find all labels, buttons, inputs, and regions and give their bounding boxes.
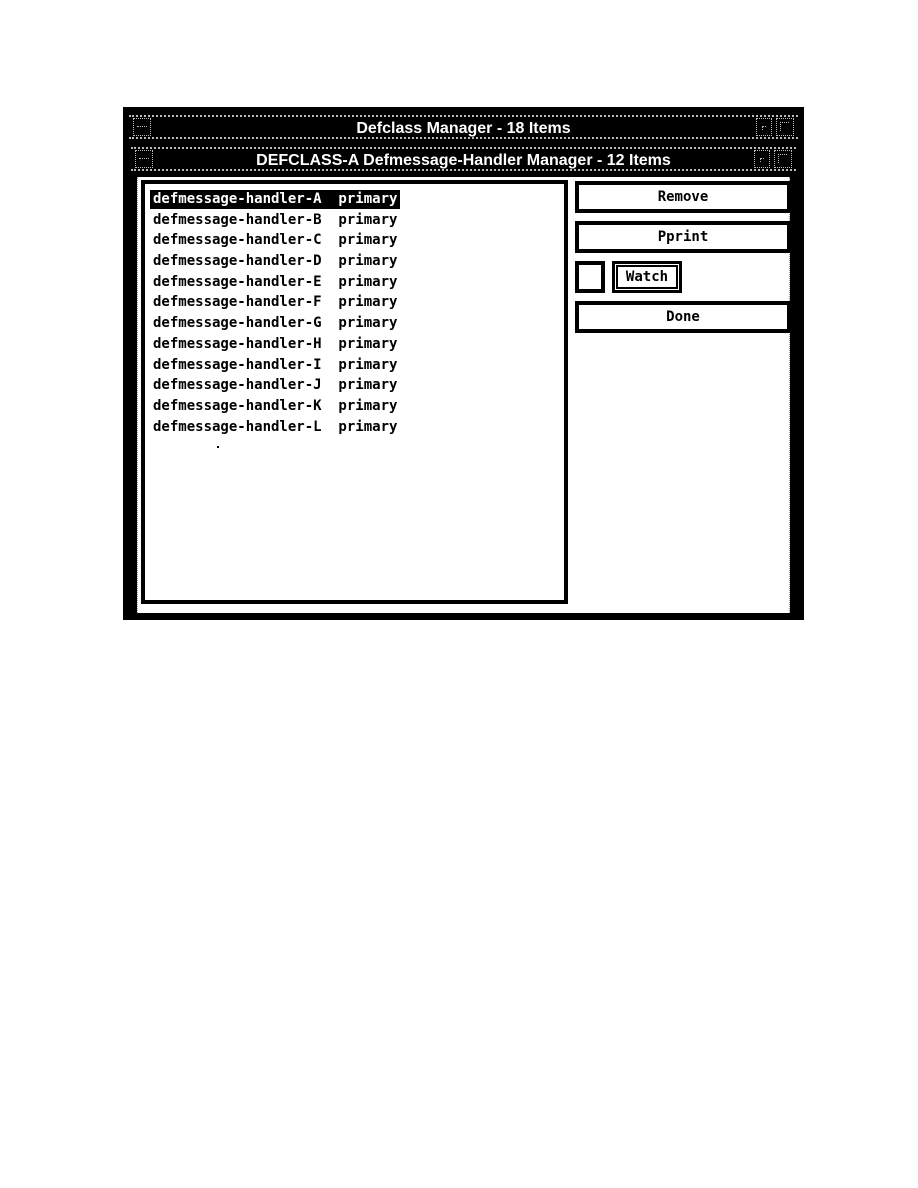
list-item-label: defmessage-handler-K primary — [153, 397, 398, 414]
outer-window-title: Defclass Manager - 18 Items — [356, 120, 571, 137]
list-item-label: defmessage-handler-D primary — [153, 253, 398, 270]
list-item-label: defmessage-handler-I primary — [153, 356, 398, 373]
list-item[interactable] — [150, 313, 564, 334]
window-client-area — [137, 177, 790, 613]
list-item-label: defmessage-handler-J primary — [153, 377, 398, 394]
list-item[interactable] — [150, 189, 564, 210]
inner-titlebar[interactable] — [131, 147, 796, 171]
handler-listbox[interactable] — [141, 180, 568, 604]
list-item[interactable] — [150, 292, 564, 313]
inner-window-title: DEFCLASS-A Defmessage-Handler Manager - 12 Items — [256, 152, 671, 169]
list-item-label: defmessage-handler-A primary — [150, 190, 400, 209]
pprint-button[interactable]: Pprint — [575, 221, 791, 253]
outer-titlebar[interactable] — [129, 115, 798, 139]
maximize-icon[interactable] — [774, 150, 792, 168]
list-item[interactable] — [150, 251, 564, 272]
remove-button[interactable]: Remove — [575, 181, 791, 213]
watch-checkbox[interactable] — [575, 261, 605, 293]
watch-button-label: Watch — [616, 265, 678, 289]
watch-button[interactable] — [612, 261, 682, 293]
list-item-label: defmessage-handler-F primary — [153, 294, 398, 311]
list-item[interactable] — [150, 210, 564, 231]
list-item[interactable] — [150, 355, 564, 376]
list-item[interactable] — [150, 417, 564, 438]
list-item-label: defmessage-handler-C primary — [153, 232, 398, 249]
list-item[interactable] — [150, 334, 564, 355]
window-menu-icon[interactable] — [133, 118, 151, 136]
message-handler-manager-window — [129, 145, 798, 615]
list-item-label: defmessage-handler-E primary — [153, 273, 398, 290]
done-button[interactable]: Done — [575, 301, 791, 333]
handler-list — [145, 184, 564, 437]
list-item-label: defmessage-handler-L primary — [153, 418, 398, 435]
list-item-label: defmessage-handler-H primary — [153, 335, 398, 352]
minimize-icon[interactable] — [754, 150, 770, 168]
list-item[interactable] — [150, 272, 564, 293]
list-item-label: defmessage-handler-G primary — [153, 315, 398, 332]
stray-pixel — [217, 446, 219, 448]
list-item[interactable] — [150, 230, 564, 251]
minimize-icon[interactable] — [756, 118, 772, 136]
defclass-manager-window — [123, 107, 804, 620]
maximize-icon[interactable] — [776, 118, 794, 136]
list-item[interactable] — [150, 396, 564, 417]
list-item-label: defmessage-handler-B primary — [153, 211, 398, 228]
list-item[interactable] — [150, 375, 564, 396]
window-menu-icon[interactable] — [135, 150, 153, 168]
